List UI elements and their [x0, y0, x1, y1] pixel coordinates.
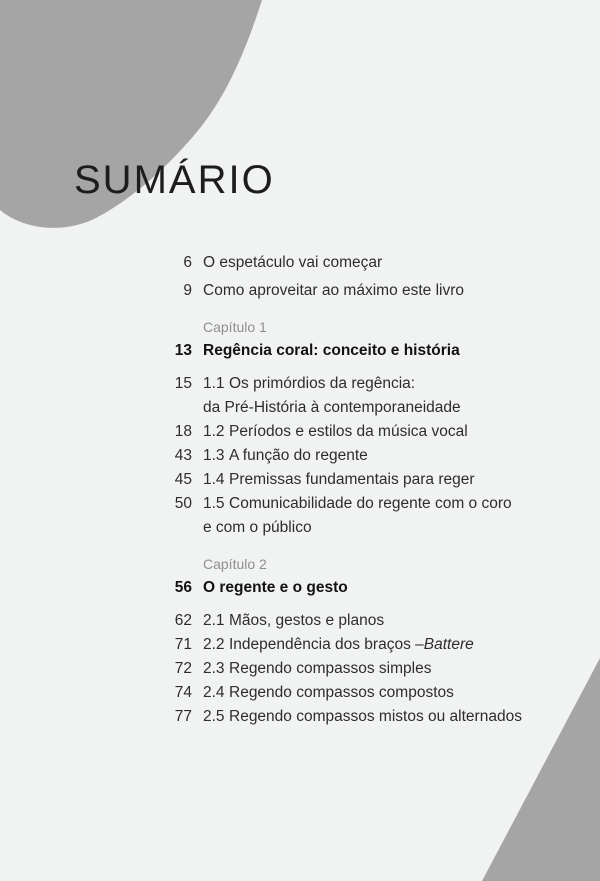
toc-entry-row	[150, 681, 590, 705]
italic-term: Battere	[423, 636, 474, 653]
toc-entry-row	[150, 444, 590, 468]
entry-title: Como aproveitar ao máximo este livro	[203, 282, 465, 299]
toc-entry-row	[150, 609, 590, 633]
chapter-title-row	[150, 576, 590, 600]
toc-entry-row	[150, 705, 590, 729]
page-number: 18	[174, 423, 192, 440]
chapter-label: Capítulo 2	[203, 556, 267, 572]
page-title: SUMÁRIO	[74, 158, 275, 202]
toc-entry-row	[150, 251, 590, 275]
page-number: 56	[174, 579, 192, 596]
page-number: 9	[183, 282, 192, 299]
entry-title: 1.5 Comunicabilidade do regente com o coro e com o público	[203, 492, 512, 540]
toc-entry-row	[150, 492, 590, 540]
entry-title: 2.3 Regendo compassos simples	[203, 657, 431, 681]
entry-title: 1.1 Os primórdios da regência: da Pré-História à contemporaneidade	[203, 372, 461, 420]
section-number: 1.5	[203, 495, 225, 512]
toc-entry-row	[150, 633, 590, 657]
toc-entry-row	[150, 279, 590, 303]
section-number: 1.3	[203, 447, 225, 464]
page-number: 6	[183, 254, 192, 271]
section-number: 2.4	[203, 684, 225, 701]
chapter-label: Capítulo 1	[203, 319, 267, 335]
page-number: 13	[174, 342, 192, 359]
page-number: 72	[174, 660, 192, 677]
entry-title: Regência coral: conceito e história	[203, 342, 460, 359]
page-number: 71	[174, 636, 192, 653]
entry-title: 1.4 Premissas fundamentais para reger	[203, 468, 475, 492]
toc-entry-row	[150, 420, 590, 444]
section-number: 1.1	[203, 375, 225, 392]
section-number: 1.2	[203, 423, 225, 440]
entry-title: 2.5 Regendo compassos mistos ou alternados	[203, 705, 522, 729]
section-number: 1.4	[203, 471, 225, 488]
toc-entry-row	[150, 468, 590, 492]
page-number: 77	[174, 708, 192, 725]
section-number: 2.3	[203, 660, 225, 677]
section-number: 2.2	[203, 636, 225, 653]
toc-list	[150, 251, 590, 729]
toc-entry-row	[150, 657, 590, 681]
section-number: 2.5	[203, 708, 225, 725]
toc-entry-row	[150, 372, 590, 420]
entry-title: O espetáculo vai começar	[203, 254, 383, 271]
entry-title: 1.3 A função do regente	[203, 444, 368, 468]
entry-title: 1.2 Períodos e estilos da música vocal	[203, 420, 468, 444]
page-number: 15	[174, 375, 192, 392]
entry-title: 2.4 Regendo compassos compostos	[203, 681, 454, 705]
page-number: 43	[174, 447, 192, 464]
chapter-title-row	[150, 339, 590, 363]
page-number: 45	[174, 471, 192, 488]
section-number: 2.1	[203, 612, 225, 629]
page-number: 74	[174, 684, 192, 701]
page-number: 50	[174, 495, 192, 512]
entry-title: O regente e o gesto	[203, 579, 348, 596]
entry-title: 2.2 Independência dos braços –Battere	[203, 633, 474, 657]
entry-title: 2.1 Mãos, gestos e planos	[203, 609, 384, 633]
page-number: 62	[174, 612, 192, 629]
